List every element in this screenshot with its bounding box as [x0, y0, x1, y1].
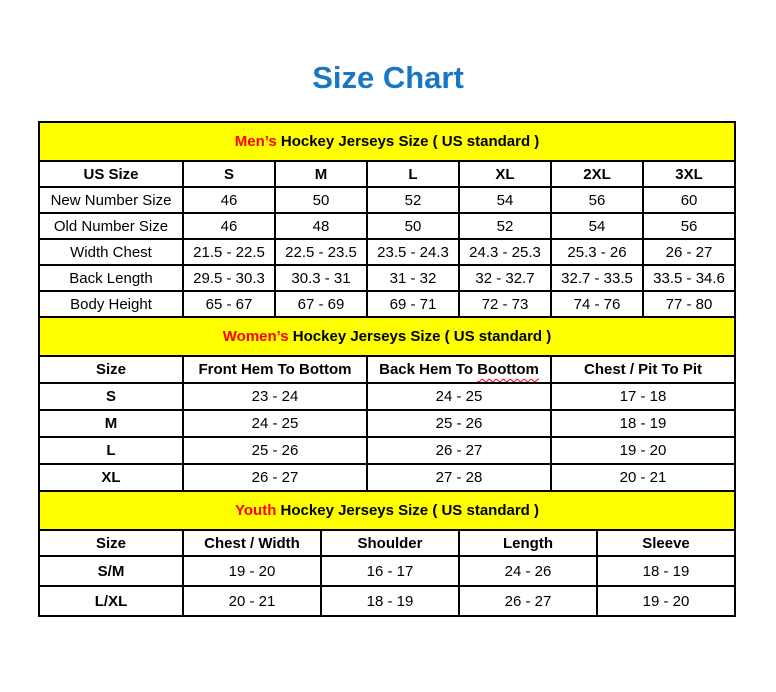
cell: 48 [275, 213, 367, 239]
womens-banner-row [39, 317, 735, 356]
mens-col-header-3xl: 3XL [643, 161, 735, 187]
cell: 21.5 - 22.5 [183, 239, 275, 265]
back-hem-misspelled-word: Boottom [477, 361, 539, 378]
cell: 30.3 - 31 [275, 265, 367, 291]
youth-col-header-chest-width: Chest / Width [183, 530, 321, 556]
cell: 23.5 - 24.3 [367, 239, 459, 265]
cell: 27 - 28 [367, 464, 551, 491]
cell: 52 [367, 187, 459, 213]
row-label: Back Length [39, 265, 183, 291]
table-row [39, 239, 735, 265]
mens-banner-highlight: Men’s [234, 133, 277, 150]
cell: 17 - 18 [551, 383, 735, 410]
cell: 24.3 - 25.3 [459, 239, 551, 265]
mens-header-row [39, 161, 735, 187]
row-label: S [39, 383, 183, 410]
row-label: S/M [39, 556, 183, 586]
youth-header-row [39, 530, 735, 556]
youth-banner-row [39, 491, 735, 530]
table-row [39, 291, 735, 317]
row-label: L/XL [39, 586, 183, 616]
cell: 24 - 25 [367, 383, 551, 410]
cell: 69 - 71 [367, 291, 459, 317]
cell: 60 [643, 187, 735, 213]
womens-col-header-chest: Chest / Pit To Pit [551, 356, 735, 383]
mens-col-header-s: S [183, 161, 275, 187]
cell: 65 - 67 [183, 291, 275, 317]
table-row [39, 437, 735, 464]
womens-col-header-size: Size [39, 356, 183, 383]
mens-col-header-m: M [275, 161, 367, 187]
back-hem-prefix: Back Hem To [379, 361, 478, 378]
row-label: New Number Size [39, 187, 183, 213]
cell: 20 - 21 [551, 464, 735, 491]
cell: 25 - 26 [183, 437, 367, 464]
table-row [39, 187, 735, 213]
row-label: M [39, 410, 183, 437]
mens-col-header-2xl: 2XL [551, 161, 643, 187]
page-title: Size Chart [312, 60, 464, 95]
row-label: L [39, 437, 183, 464]
womens-header-row [39, 356, 735, 383]
youth-banner-highlight: Youth [235, 502, 277, 519]
table-row [39, 213, 735, 239]
womens-col-header-front-hem: Front Hem To Bottom [183, 356, 367, 383]
cell: 18 - 19 [597, 556, 735, 586]
cell: 72 - 73 [459, 291, 551, 317]
table-row [39, 410, 735, 437]
womens-col-header-back-hem [367, 356, 551, 383]
womens-banner [39, 317, 735, 356]
cell: 25 - 26 [367, 410, 551, 437]
table-row [39, 265, 735, 291]
cell: 26 - 27 [643, 239, 735, 265]
table-row [39, 464, 735, 491]
mens-banner-row [39, 122, 735, 161]
cell: 33.5 - 34.6 [643, 265, 735, 291]
cell: 50 [275, 187, 367, 213]
womens-banner-text: Hockey Jerseys Size ( US standard ) [288, 328, 552, 345]
cell: 56 [551, 187, 643, 213]
cell: 19 - 20 [597, 586, 735, 616]
youth-size-table [38, 490, 736, 617]
cell: 19 - 20 [183, 556, 321, 586]
mens-banner-text: Hockey Jerseys Size ( US standard ) [276, 133, 540, 150]
cell: 19 - 20 [551, 437, 735, 464]
cell: 26 - 27 [367, 437, 551, 464]
cell: 23 - 24 [183, 383, 367, 410]
youth-col-header-shoulder: Shoulder [321, 530, 459, 556]
cell: 26 - 27 [459, 586, 597, 616]
cell: 16 - 17 [321, 556, 459, 586]
row-label: XL [39, 464, 183, 491]
cell: 22.5 - 23.5 [275, 239, 367, 265]
cell: 77 - 80 [643, 291, 735, 317]
cell: 32.7 - 33.5 [551, 265, 643, 291]
row-label: Body Height [39, 291, 183, 317]
cell: 74 - 76 [551, 291, 643, 317]
mens-banner [39, 122, 735, 161]
cell: 24 - 25 [183, 410, 367, 437]
cell: 54 [551, 213, 643, 239]
table-row [39, 586, 735, 616]
womens-size-table [38, 316, 736, 492]
cell: 25.3 - 26 [551, 239, 643, 265]
size-chart-tables [38, 121, 734, 617]
youth-col-header-size: Size [39, 530, 183, 556]
mens-size-table [38, 121, 736, 318]
cell: 50 [367, 213, 459, 239]
cell: 32 - 32.7 [459, 265, 551, 291]
cell: 20 - 21 [183, 586, 321, 616]
table-row [39, 556, 735, 586]
cell: 24 - 26 [459, 556, 597, 586]
youth-col-header-sleeve: Sleeve [597, 530, 735, 556]
cell: 31 - 32 [367, 265, 459, 291]
cell: 18 - 19 [551, 410, 735, 437]
cell: 46 [183, 187, 275, 213]
youth-banner [39, 491, 735, 530]
mens-col-header-l: L [367, 161, 459, 187]
cell: 54 [459, 187, 551, 213]
cell: 52 [459, 213, 551, 239]
row-label: Width Chest [39, 239, 183, 265]
womens-banner-highlight: Women’s [222, 328, 289, 345]
mens-col-header-us-size: US Size [39, 161, 183, 187]
youth-col-header-length: Length [459, 530, 597, 556]
row-label: Old Number Size [39, 213, 183, 239]
cell: 56 [643, 213, 735, 239]
cell: 18 - 19 [321, 586, 459, 616]
cell: 67 - 69 [275, 291, 367, 317]
cell: 26 - 27 [183, 464, 367, 491]
cell: 46 [183, 213, 275, 239]
youth-banner-text: Hockey Jerseys Size ( US standard ) [276, 502, 539, 519]
cell: 29.5 - 30.3 [183, 265, 275, 291]
table-row [39, 383, 735, 410]
mens-col-header-xl: XL [459, 161, 551, 187]
